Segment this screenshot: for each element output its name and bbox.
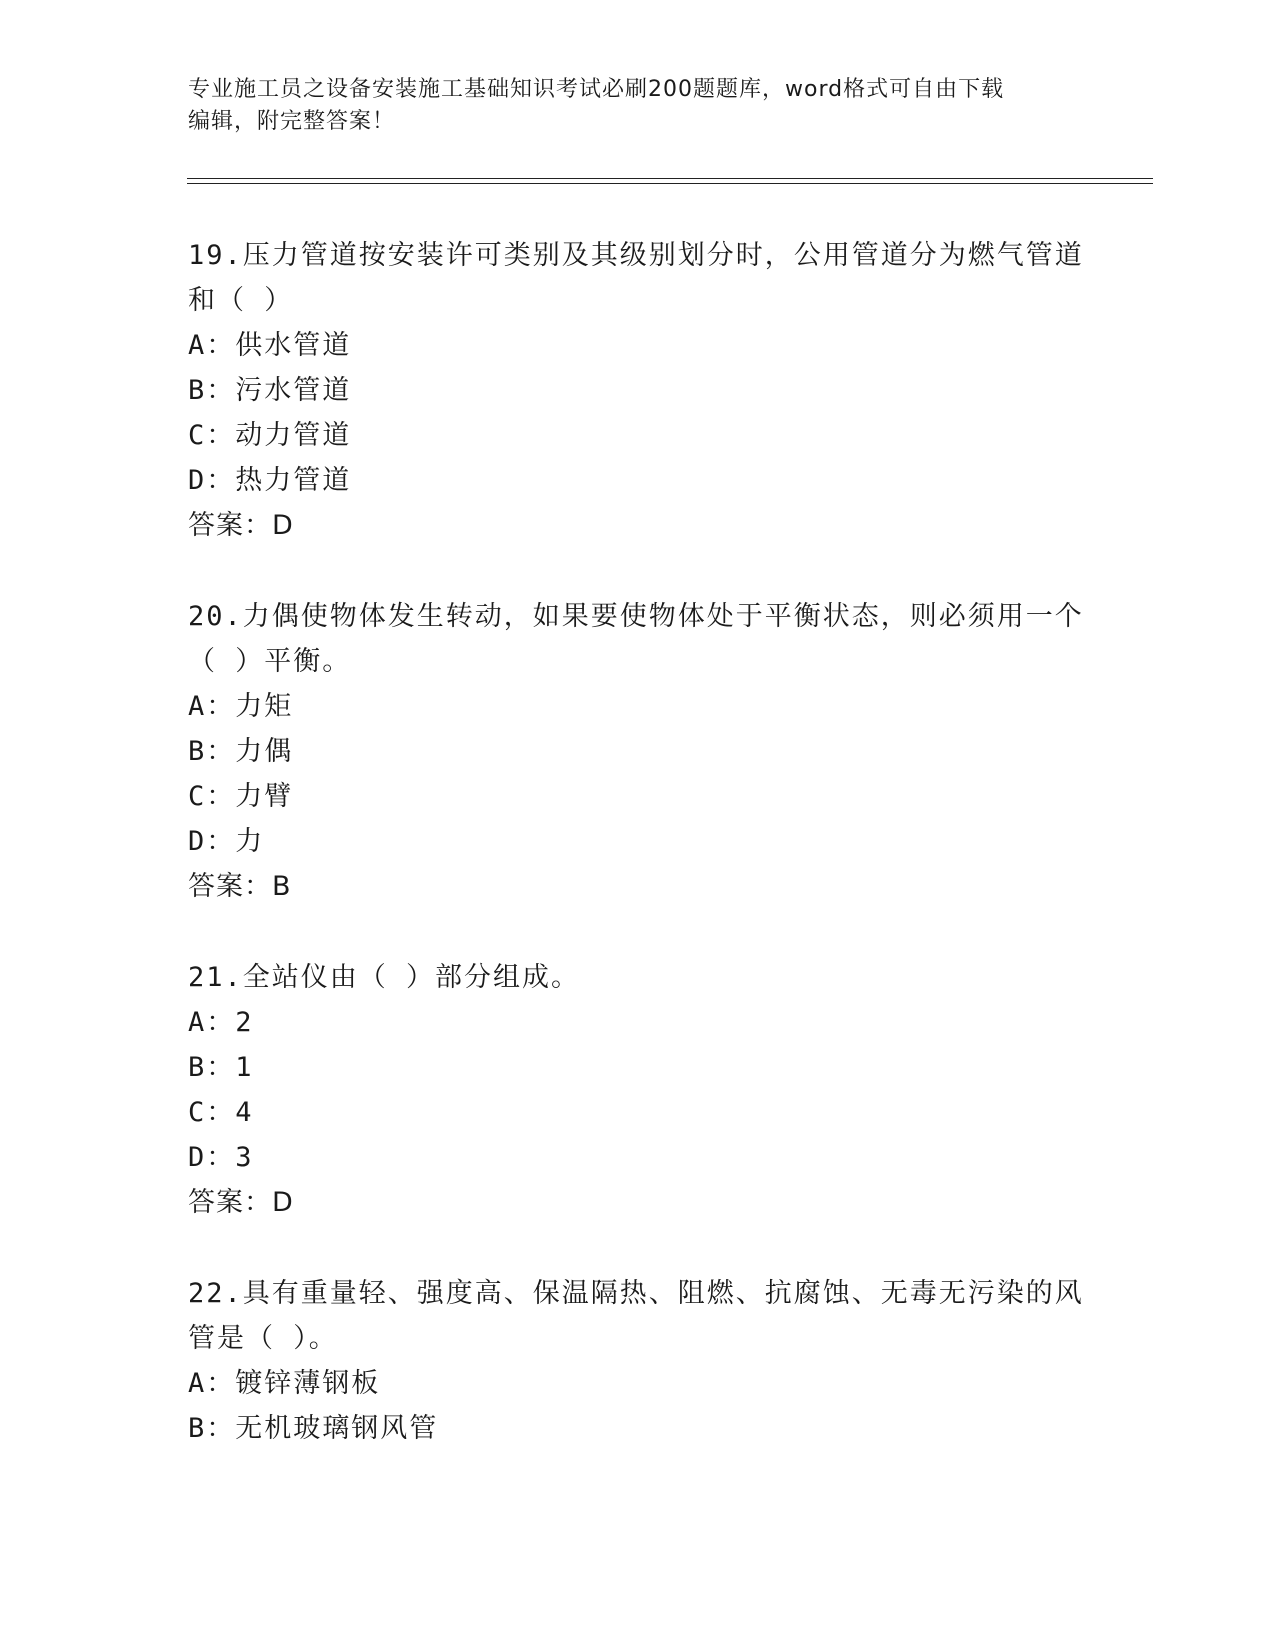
option-d: D：力 (188, 826, 265, 857)
option-d: D：3 (188, 1142, 254, 1173)
option-b: B：力偶 (188, 736, 294, 767)
option-b: B：污水管道 (188, 375, 352, 406)
answer-line: 答案：B (188, 871, 292, 902)
option-a: A：镀锌薄钢板 (188, 1368, 381, 1399)
question-stem-line-1: 22.具有重量轻、强度高、保温隔热、阻燃、抗腐蚀、无毒无污染的风 (188, 1278, 1084, 1309)
question-stem-line-1: 19.压力管道按安装许可类别及其级别划分时，公用管道分为燃气管道 (188, 240, 1084, 271)
question-stem-line-1: 21.全站仪由（ ）部分组成。 (188, 962, 581, 993)
option-a: A：力矩 (188, 691, 294, 722)
question-stem-line-1: 20.力偶使物体发生转动，如果要使物体处于平衡状态，则必须用一个 (188, 601, 1084, 632)
question-21 (188, 955, 1088, 1225)
answer-line: 答案：D (188, 1187, 294, 1218)
option-b: B：无机玻璃钢风管 (188, 1413, 439, 1444)
option-d: D：热力管道 (188, 465, 352, 496)
option-c: C：力臂 (188, 781, 294, 812)
question-22 (188, 1271, 1088, 1451)
option-b: B：1 (188, 1052, 254, 1083)
header-divider-top (187, 178, 1153, 179)
header-line-2: 编辑，附完整答案！ (188, 109, 396, 134)
document-header (188, 74, 1068, 138)
answer-line: 答案：D (188, 510, 294, 541)
option-a: A：2 (188, 1007, 254, 1038)
question-stem-line-2: 和（ ） (188, 285, 294, 316)
question-20 (188, 594, 1088, 909)
question-stem-line-2: （ ）平衡。 (188, 646, 352, 677)
header-divider-bottom (187, 183, 1153, 184)
option-a: A：供水管道 (188, 330, 352, 361)
header-line-1: 专业施工员之设备安装施工基础知识考试必刷200题题库，word格式可自由下载 (188, 77, 1005, 102)
option-c: C：动力管道 (188, 420, 352, 451)
question-19 (188, 233, 1088, 548)
question-stem-line-2: 管是（ ）。 (188, 1323, 338, 1354)
option-c: C：4 (188, 1097, 254, 1128)
